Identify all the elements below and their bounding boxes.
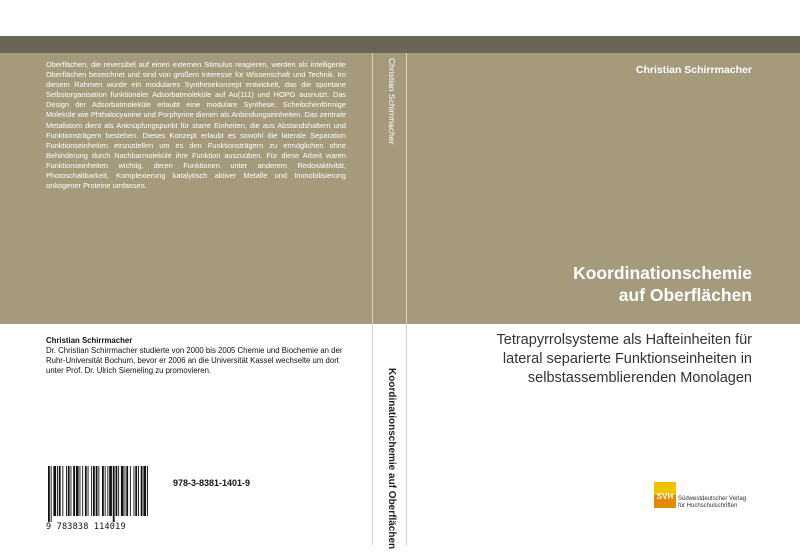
barcode-bar	[118, 466, 119, 516]
barcode-bar	[125, 466, 126, 516]
publisher-line-1: Südwestdeutscher Verlag	[678, 496, 747, 502]
barcode-bar	[88, 466, 89, 516]
front-author: Christian Schirrmacher	[635, 64, 752, 76]
title-line-2: auf Oberflächen	[618, 285, 752, 305]
barcode-bar	[96, 466, 98, 516]
spine-author-text: Christian Schirrmacher	[387, 58, 397, 145]
book-subtitle	[420, 331, 752, 388]
barcode-bar	[126, 466, 128, 516]
barcode-bar	[48, 466, 50, 522]
barcode-bar	[59, 466, 61, 516]
barcode-bar	[134, 466, 135, 516]
publisher-logo-text: SVH	[656, 492, 674, 501]
barcode-bar	[138, 466, 139, 516]
book-title	[440, 262, 752, 306]
publisher-line-2: für Hochschulschriften	[678, 503, 738, 509]
barcode-bar	[66, 466, 67, 516]
spine-title-text: Koordinationschemie auf Oberflächen	[386, 368, 397, 550]
subtitle-line-1: Tetrapyrrolsysteme als Hafteinheiten für	[496, 332, 752, 348]
publisher-name	[678, 496, 746, 510]
barcode-bar	[73, 466, 75, 516]
author-bio-text: Dr. Christian Schirrmacher studierte von 2000 bis 2005 Chemie und Biochemie an der Ruhr-Universität Bochum, bevor er 2006 an die Universität Kassel wechselte um dort unter Prof. Dr. Ulrich Siemeling zu promovieren.	[46, 346, 343, 375]
subtitle-line-2: lateral separierte Funktionseinheiten in	[502, 351, 752, 367]
barcode-icon	[42, 466, 154, 522]
barcode-bar	[91, 466, 92, 516]
spine-divider-left	[372, 53, 373, 545]
top-dark-band	[0, 36, 800, 53]
barcode-bar	[107, 466, 108, 516]
subtitle-line-3: selbstassemblierenden Monolagen	[527, 370, 752, 386]
barcode-bar	[71, 466, 72, 516]
barcode-bar	[116, 466, 118, 516]
barcode-bar	[82, 466, 83, 516]
publisher-logo	[654, 482, 676, 508]
barcode-digits: 9 783838 114019	[46, 522, 126, 532]
barcode-bar	[53, 466, 56, 516]
barcode-bar	[57, 466, 58, 516]
spine-divider-right	[406, 53, 407, 545]
barcode-bar	[147, 466, 148, 516]
spine-title	[377, 368, 401, 550]
barcode-bar	[85, 466, 87, 516]
barcode-bar	[51, 466, 52, 522]
barcode-bar	[102, 466, 104, 516]
barcode-bar	[130, 466, 131, 516]
barcode-bar	[76, 466, 79, 516]
barcode-bar	[113, 466, 115, 522]
barcode-bar	[143, 466, 146, 516]
barcode-bar	[105, 466, 106, 516]
barcode-bar	[62, 466, 63, 516]
barcode-bar	[121, 466, 124, 516]
barcode-bar	[68, 466, 70, 516]
barcode-bar	[93, 466, 95, 516]
title-line-1: Koordinationschemie	[573, 263, 752, 283]
barcode-bar	[135, 466, 137, 516]
svh-logo-icon	[654, 482, 676, 508]
barcode-bar	[98, 466, 99, 516]
barcode-bar	[109, 466, 112, 516]
isbn-number: 978-3-8381-1401-9	[173, 478, 251, 488]
author-bio-name: Christian Schirrmacher	[46, 336, 133, 345]
barcode-bar	[141, 466, 143, 516]
spine-author	[377, 58, 401, 218]
barcode-bar	[80, 466, 81, 516]
back-cover-blurb: Oberflächen, die reversibel auf einen externen Stimulus reagieren, werden als intelligente Oberflächen bezeichnet und sind von großem Interesse für Wissenschaft und Technik. Im diesem Rahmen wurde ein modulares Synthesekonzept entwickelt, das die spontane Selbstorganisation funktionaler Adsorbatmoleküle auf Au(111) und HOPG ausnutzt. Das Design der Adsorbatmoleküle erlaubt eine modulare Synthese. Scheibchenförmige Moleküle wie Phthalocyanine und Porphyrine dienen als Anbindungseinheiten. Das zentrale Metallatom dient als Anknüpfungspunkt für starre Einheiten, die aus Abstandshaltern und Funktionsträgern bestehen. Dieses Konzept erlaubt es sowohl die laterale Separation Funktionseinheiten einzustellen um es den Funktionsträgern zu ermöglichen ohne Behinderung durch Nachbarmoleküle ihre Funktion auszuüben. Für diese Arbeit waren Funktionseinheiten wichtig, deren Funktionen unter anderem Redoxaktivität, Photoschaltbarkeit, Komplexierung katalytisch aktiver Metalle und Immobilisierung onkogener Proteine umfassen.	[46, 60, 346, 191]
